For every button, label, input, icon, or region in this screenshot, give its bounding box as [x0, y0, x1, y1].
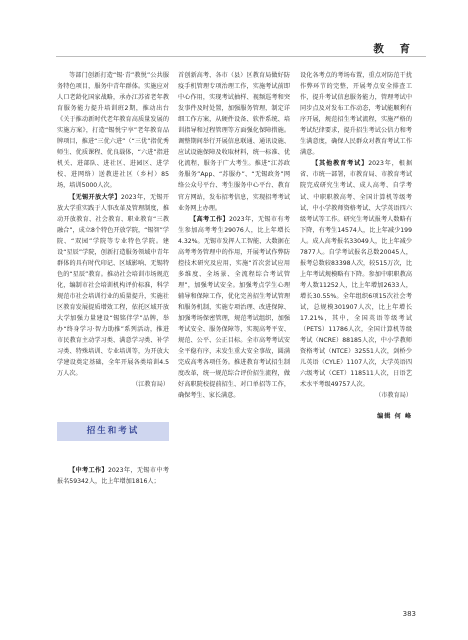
paragraph: 设化各考点的考场布置，重点对防范干扰作弊环节的完整，开展考点安全排查工作，提升考试信息服务能力，管理考试中同步点及对发布工作动态，考试能顺利有序开展，规范招生考试流程，实施严格的考试纪律要求，提升招生考试公信力和考生满意度，确保人民群众对教育考试工作满意。: [300, 72, 412, 157]
paragraph-text: 2023年，无锡市中考报名59342人，比上年增加1816人；: [57, 467, 169, 486]
section-banner: 招生和考试: [57, 422, 169, 441]
paragraph: [57, 465, 169, 487]
column-1: [57, 70, 169, 487]
paragraph-text: 2023年，无锡开放大学重实践于人事改革及管理制度，推动开放教育、社会教育、职业教育“三教融合”，成立8个特色开放学院，“锡智”学院、“双园”学院等专业特色学院。建设“星辰”学院，创新打造服务领域中青年群体的具有时代印记、区域影响、无锡特色的“星辰”教育。推动社会培训市场规范化，编制市社会培训机构评价标准，科学规范市社会培训行业的质量提升，实施社区教育发展提质增效工程，依托区域开放大学加强力量建设“锡铭伴学”品牌，举办“终身学习·智力助推”系列活动，推进市民教育主动学习类、满意学习类、补学习类、特殊培训、专业培训等，为开放大学建设奠定基础，全年开展各类培训4.5万人次。: [57, 193, 169, 378]
column-3: [300, 70, 412, 422]
paragraph: 首创新高考、各市（县）区教育局做好防疫手机管理专项治理工作，实施考试前即中心作用，实现考试抽样、视频巡考和突发事件及时处置，加强服务管理，制定详细工作方案，从硬件设备、软件系统、培训指导和过程管理等方面强化保障措施。调整期间举行开展信息联通、通讯设施、应试设施保障及收取材料，统一标准、优化流程，服务于广大考生。推进“江苏政务服务”App、“苏服办”、“无锡政务”网络公众号平台、考生服务中心平台、教育官方网站，发布招考信息，实现招考考试业务网上办理。: [178, 72, 290, 212]
page-number: 383: [402, 610, 416, 618]
section-keyword: 【高考工作】: [190, 215, 229, 223]
section-keyword: 【中考工作】: [69, 467, 108, 475]
paragraph: [178, 214, 290, 402]
section-keyword: 【其他教育考试】: [312, 160, 369, 168]
paragraph: [57, 192, 169, 380]
paragraph-text: 2023年，无锡市有考生参加高考考生29076人，比上年增长4.32%。无锡市发挥人工智能、大数据在高考考务管理中的作用，开展考试作弊防控技术研究及应用，实施“首次尝试应用多维度、全场景、全流程综合考试管理”，加强考试安全。加强考点学生心理辅导和保障工作，优化完善招生考试管理和服务机制，实施专项治理、改进保障、加强考场保密管理，规范考试组织，加强考试安全、服务保障等，实现高考平安、规范、公平、公正目标。全市高考考试安全平稳有序，未发生重大安全事故，圆满完成高考各项任务。推进教育考试招生制度改革，统一规范综合评价招生流程，做好高职院校提前招生、对口单招等工作，确保考生、家长满意。: [178, 215, 290, 400]
header-rule: [56, 56, 426, 57]
source-note: （市教育局）: [375, 392, 412, 400]
paragraph-text: 2023年，根据省、市统一部署，市教育局、市教育考试院完成研究生考试、成人高考、自学考试、中职职教高考、全国计算机等级考试、中小学教师资格考试、大学英语四六级考试等工作。研究生考试报考人数略有下降，有考生14574人，比上年减少199人。成人高考报名33049人，比上年减少7877人。自学考试报名总数20045人，报考总数较83398人次，较515万次，比上年考试规模略有下降。参加中职职教高考人数11252人，比上年增加2633人，增长30.55%。全年组织6项15次社会考试，总规模301907人次，比上年增长17.21%，其中，全国英语等级考试（PETS）11786人次，全国计算机等级考试（NCRE）88185人次，中小学教师资格考试（NTCE）32551人次，剑桥少儿英语（CYLE）1107人次，大学英语四六级考试（CET）118511人次，日语艺术水平考级49757人次。: [300, 160, 412, 389]
editor-credit: 编辑 何 峰: [377, 413, 412, 421]
paragraph: 等部门创新打造“锡·青”教悦”公共服务特色项目，服务中青年群体。实施应对人口老龄化国家战略，承办江苏省老年教育服务能力提升培训班2期，推动出台《关于推动新时代老年教育高质量发展的实施方案》，打造“锡悦宁享”老年教育品牌项目，推进“三优六进”（“三优”指优秀师生、优质课程、优良载体，“六进”指进机关、进部队、进社区、进园区、进学校、进网络）送教进社区（乡村）85场，培训5000人次。: [57, 72, 169, 190]
source-note: （江教育局）: [132, 381, 169, 389]
column-2: [178, 70, 290, 401]
section-keyword: 【无锡开放大学】: [69, 193, 121, 201]
header-title: 教 育: [373, 43, 416, 55]
paragraph: [300, 158, 412, 390]
